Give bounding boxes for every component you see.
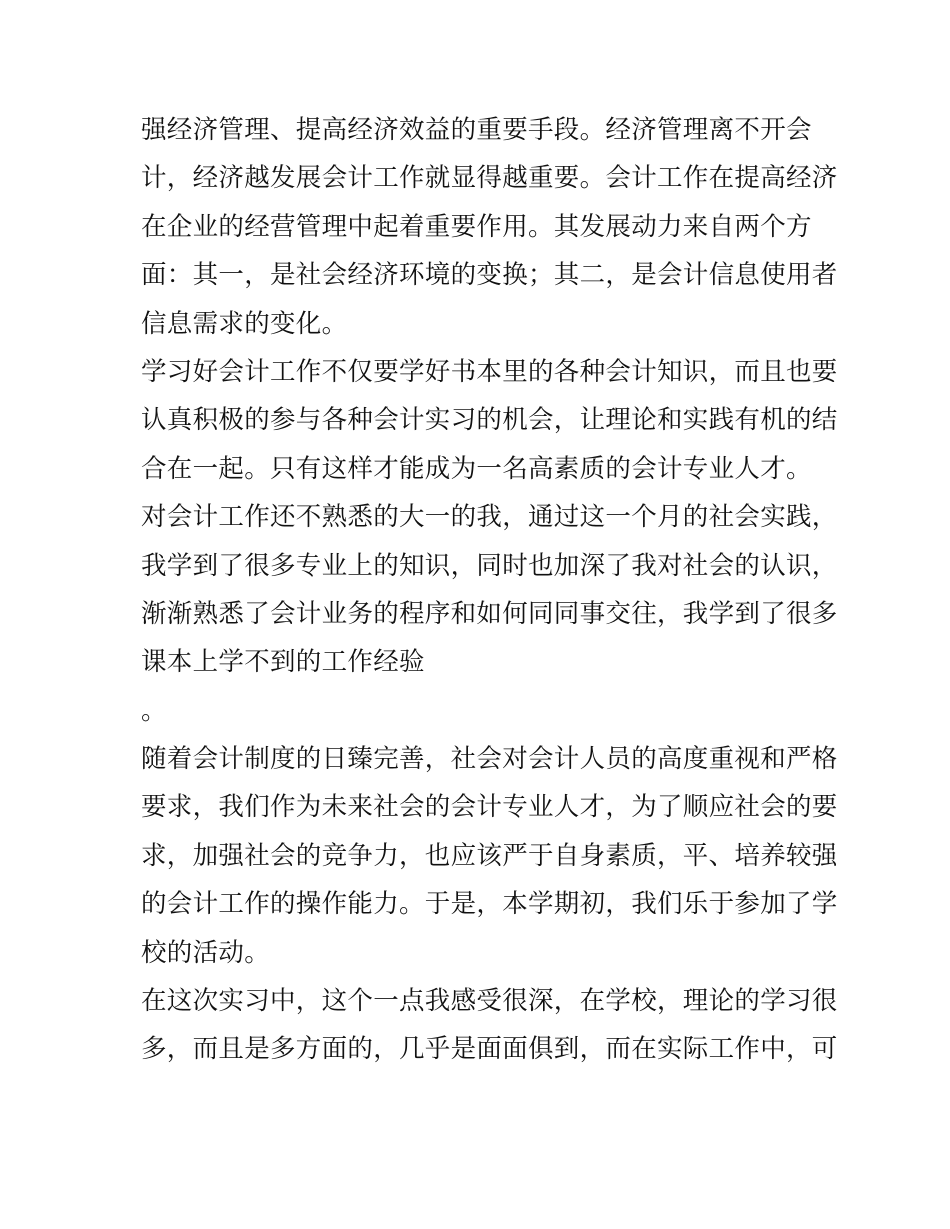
text-line: 多，而且是多方面的，几乎是面面俱到，而在实际工作中，可	[141, 1034, 838, 1065]
text-line: 我学到了很多专业上的知识，同时也加深了我对社会的认识，	[141, 550, 838, 581]
document-body	[141, 106, 838, 1074]
text-line: 在企业的经营管理中起着重要作用。其发展动力来自两个方	[141, 211, 812, 242]
text-line: 课本上学不到的工作经验	[141, 647, 425, 678]
text-line: 合在一起。只有这样才能成为一名高素质的会计专业人才。	[141, 453, 812, 484]
text-line: 面：其一，是社会经济环境的变换；其二，是会计信息使用者	[141, 260, 838, 291]
text-line: 信息需求的变化。	[141, 308, 348, 339]
text-line: 求，加强社会的竞争力，也应该严于自身素质，平、培养较强	[141, 840, 838, 871]
text-line: 强经济管理、提高经济效益的重要手段。经济管理离不开会	[141, 115, 812, 145]
text-line: 对会计工作还不熟悉的大一的我，通过这一个月的社会实践，	[141, 502, 838, 533]
text-line: 在这次实习中，这个一点我感受很深，在学校，理论的学习很	[141, 986, 838, 1017]
text-line: 随着会计制度的日臻完善，社会对会计人员的高度重视和严格	[141, 744, 838, 775]
text-line: 。	[141, 695, 167, 726]
text-line: 计，经济越发展会计工作就显得越重要。会计工作在提高经济	[141, 163, 838, 194]
text-line: 渐渐熟悉了会计业务的程序和如何同同事交往，我学到了很多	[141, 598, 838, 629]
text-line: 要求，我们作为未来社会的会计专业人才，为了顺应社会的要	[141, 792, 838, 823]
text-line: 的会计工作的操作能力。于是，本学期初，我们乐于参加了学	[141, 889, 838, 920]
text-line: 校的活动。	[141, 937, 271, 968]
text-line: 学习好会计工作不仅要学好书本里的各种会计知识，而且也要	[141, 356, 838, 387]
text-line: 认真积极的参与各种会计实习的机会，让理论和实践有机的结	[141, 405, 838, 436]
